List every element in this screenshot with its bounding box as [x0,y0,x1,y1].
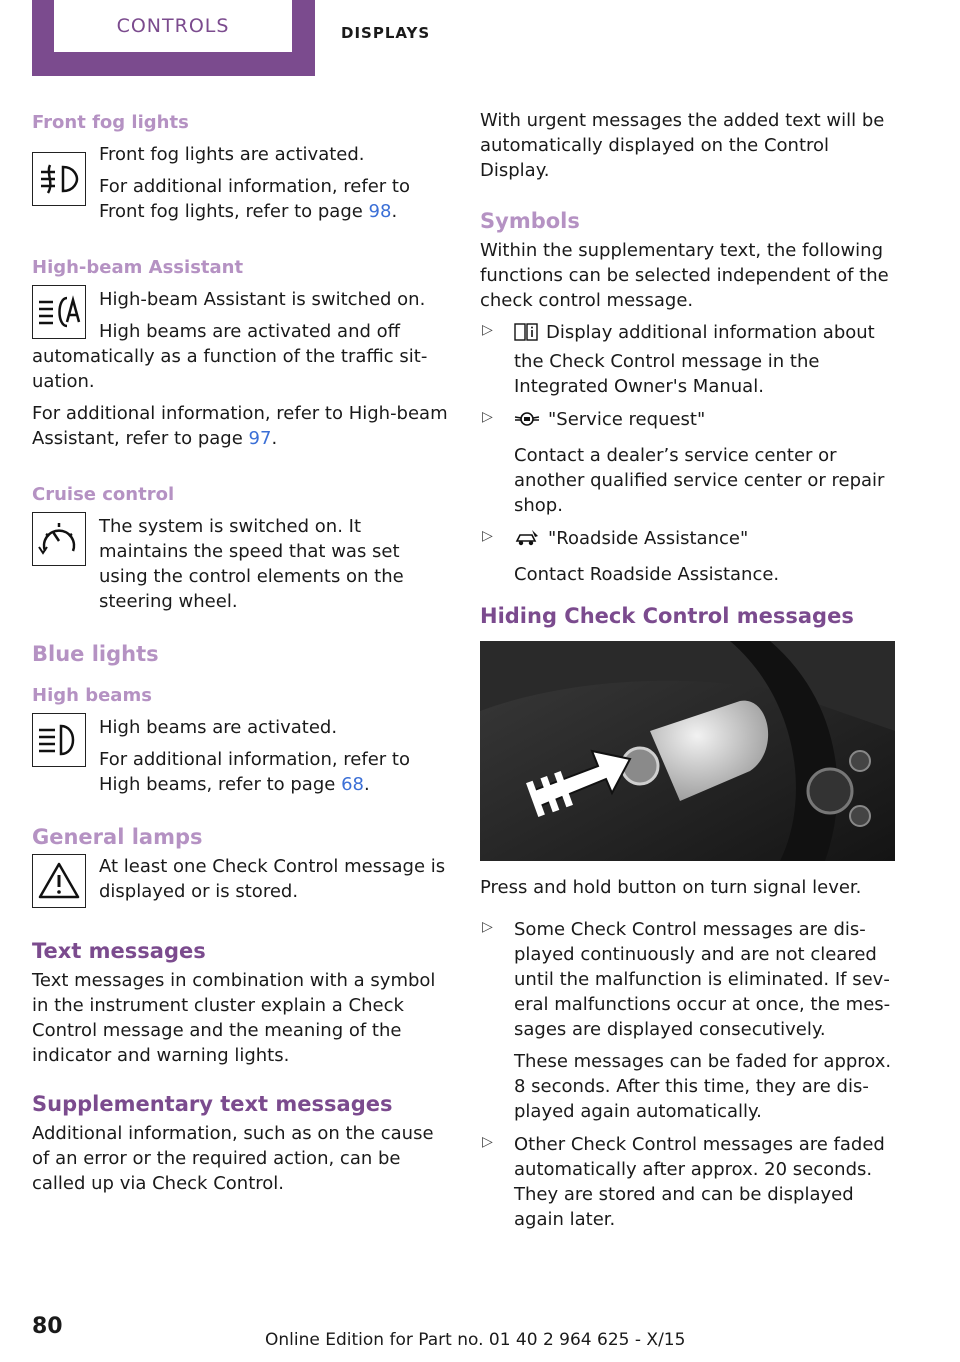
front-fog-ref-text: For additional information, refer to Front fog lights, refer to page [99,176,410,222]
front-fog-period: . [391,201,398,222]
cruise-control-icon [32,512,86,566]
urgent-messages-text: With urgent messages the added text will be automatically displayed on the Control Display. [480,110,885,181]
page-number: 80 [32,1314,63,1339]
symbol-manual-text: Display additional information about the Check Control message in the Integrated Owner's Manual. [514,322,875,397]
symbols-intro: Within the supplementary text, the following functions can be selected independent of the check control message. [480,240,889,311]
right-column [480,108,900,1240]
footer-edition: Online Edition for Part no. 01 40 2 964 625 - X/15 [265,1330,686,1350]
front-fog-icon [32,152,86,206]
general-lamps-text: At least one Check Control message is displayed or is stored. [99,856,446,902]
section-high-beams [32,681,450,797]
turn-signal-lever-photo [480,641,895,861]
warning-triangle-icon [32,854,86,908]
tab-displays[interactable]: DISPLAYS [341,24,431,42]
triangle-bullet-icon: ▷ [482,409,493,425]
highbeam-assistant-text-1: High-beam Assistant is switched on. [99,289,426,310]
heading-text-messages: Text messages [32,939,206,963]
heading-cruise-control: Cruise control [32,484,175,505]
high-beams-text-2 [99,747,450,797]
manual-icon [514,322,538,349]
high-beams-period: . [363,774,370,795]
mini-service-icon [514,409,540,436]
page-header [0,0,960,80]
high-beams-ref-text: For additional information, refer to High beams, refer to page [99,749,410,795]
tab-controls[interactable] [32,0,315,76]
highbeam-assistant-text-2: High beams are activated and off automatically as a function of the traffic situation. [32,321,428,392]
symbol-service-text: "Service request" [548,409,706,430]
cruise-control-text: The system is switched on. It maintains the speed that was set using the control elements on the steering wheel. [99,516,404,612]
symbols-list [480,320,900,587]
highbeam-assistant-period: . [271,428,278,449]
highbeam-assistant-icon [32,285,86,339]
list-item [480,917,900,1124]
hiding-item-2-text: Other Check Control messages are faded automatically after approx. 20 seconds. They are stored and can be displayed again later. [514,1134,885,1230]
high-beams-page-link[interactable]: 68 [341,774,364,795]
section-cruise-control [32,480,450,614]
heading-highbeam-assistant: High-beam Assistant [32,257,244,278]
heading-general-lamps: General lamps [32,825,203,849]
heading-front-fog: Front fog lights [32,112,189,133]
hiding-caption: Press and hold button on turn signal lever. [480,877,862,898]
tab-controls-label: CONTROLS [54,0,292,52]
left-column [32,108,450,1203]
text-messages-body: Text messages in combination with a symbol in the instrument cluster explain a Check Control message and the meaning of the indicator and warning lights. [32,970,436,1066]
high-beams-text-1: High beams are activated. [99,717,338,738]
symbol-service-sub: Contact a dealer’s service center or another qualified service center or repair shop. [514,445,885,516]
supplementary-text-body: Additional information, such as on the cause of an error or the required action, can be called up via Check Control. [32,1123,434,1194]
symbol-roadside-sub: Contact Roadside Assistance. [514,564,780,585]
heading-hiding-check-control: Hiding Check Control messages [480,604,854,628]
highbeam-assistant-ref-text: For additional information, refer to High-beam Assistant, refer to page [32,403,448,449]
high-beams-icon [32,713,86,767]
list-item [480,407,900,518]
roadside-icon [514,528,540,555]
hiding-item-1-text: Some Check Control messages are displayed continuously and are not cleared until the malfunction is eliminated. If several malfunctions occur at once, the messages are displayed consecutively. [514,919,891,1040]
hiding-item-1-sub: These messages can be faded for approx. 8 seconds. After this time, they are displayed again automatically. [514,1051,892,1122]
front-fog-text-2 [99,174,450,224]
front-fog-text-1: Front fog lights are activated. [99,144,365,165]
hiding-list [480,917,900,1232]
heading-blue-lights: Blue lights [32,642,159,666]
symbol-roadside-text: "Roadside Assistance" [548,528,749,549]
highbeam-assistant-text-3 [32,401,450,451]
triangle-bullet-icon: ▷ [482,919,493,935]
list-item [480,526,900,587]
triangle-bullet-icon: ▷ [482,528,493,544]
triangle-bullet-icon: ▷ [482,322,493,338]
heading-symbols: Symbols [480,209,580,233]
front-fog-page-link[interactable]: 98 [368,201,392,222]
section-front-fog [32,108,450,224]
heading-high-beams: High beams [32,685,152,706]
section-general-lamps [32,822,450,914]
list-item [480,1132,900,1232]
highbeam-assistant-page-link[interactable]: 97 [248,428,272,449]
section-highbeam-assistant [32,253,450,451]
heading-supplementary-text: Supplementary text messages [32,1092,393,1116]
list-item [480,320,900,399]
triangle-bullet-icon: ▷ [482,1134,493,1150]
